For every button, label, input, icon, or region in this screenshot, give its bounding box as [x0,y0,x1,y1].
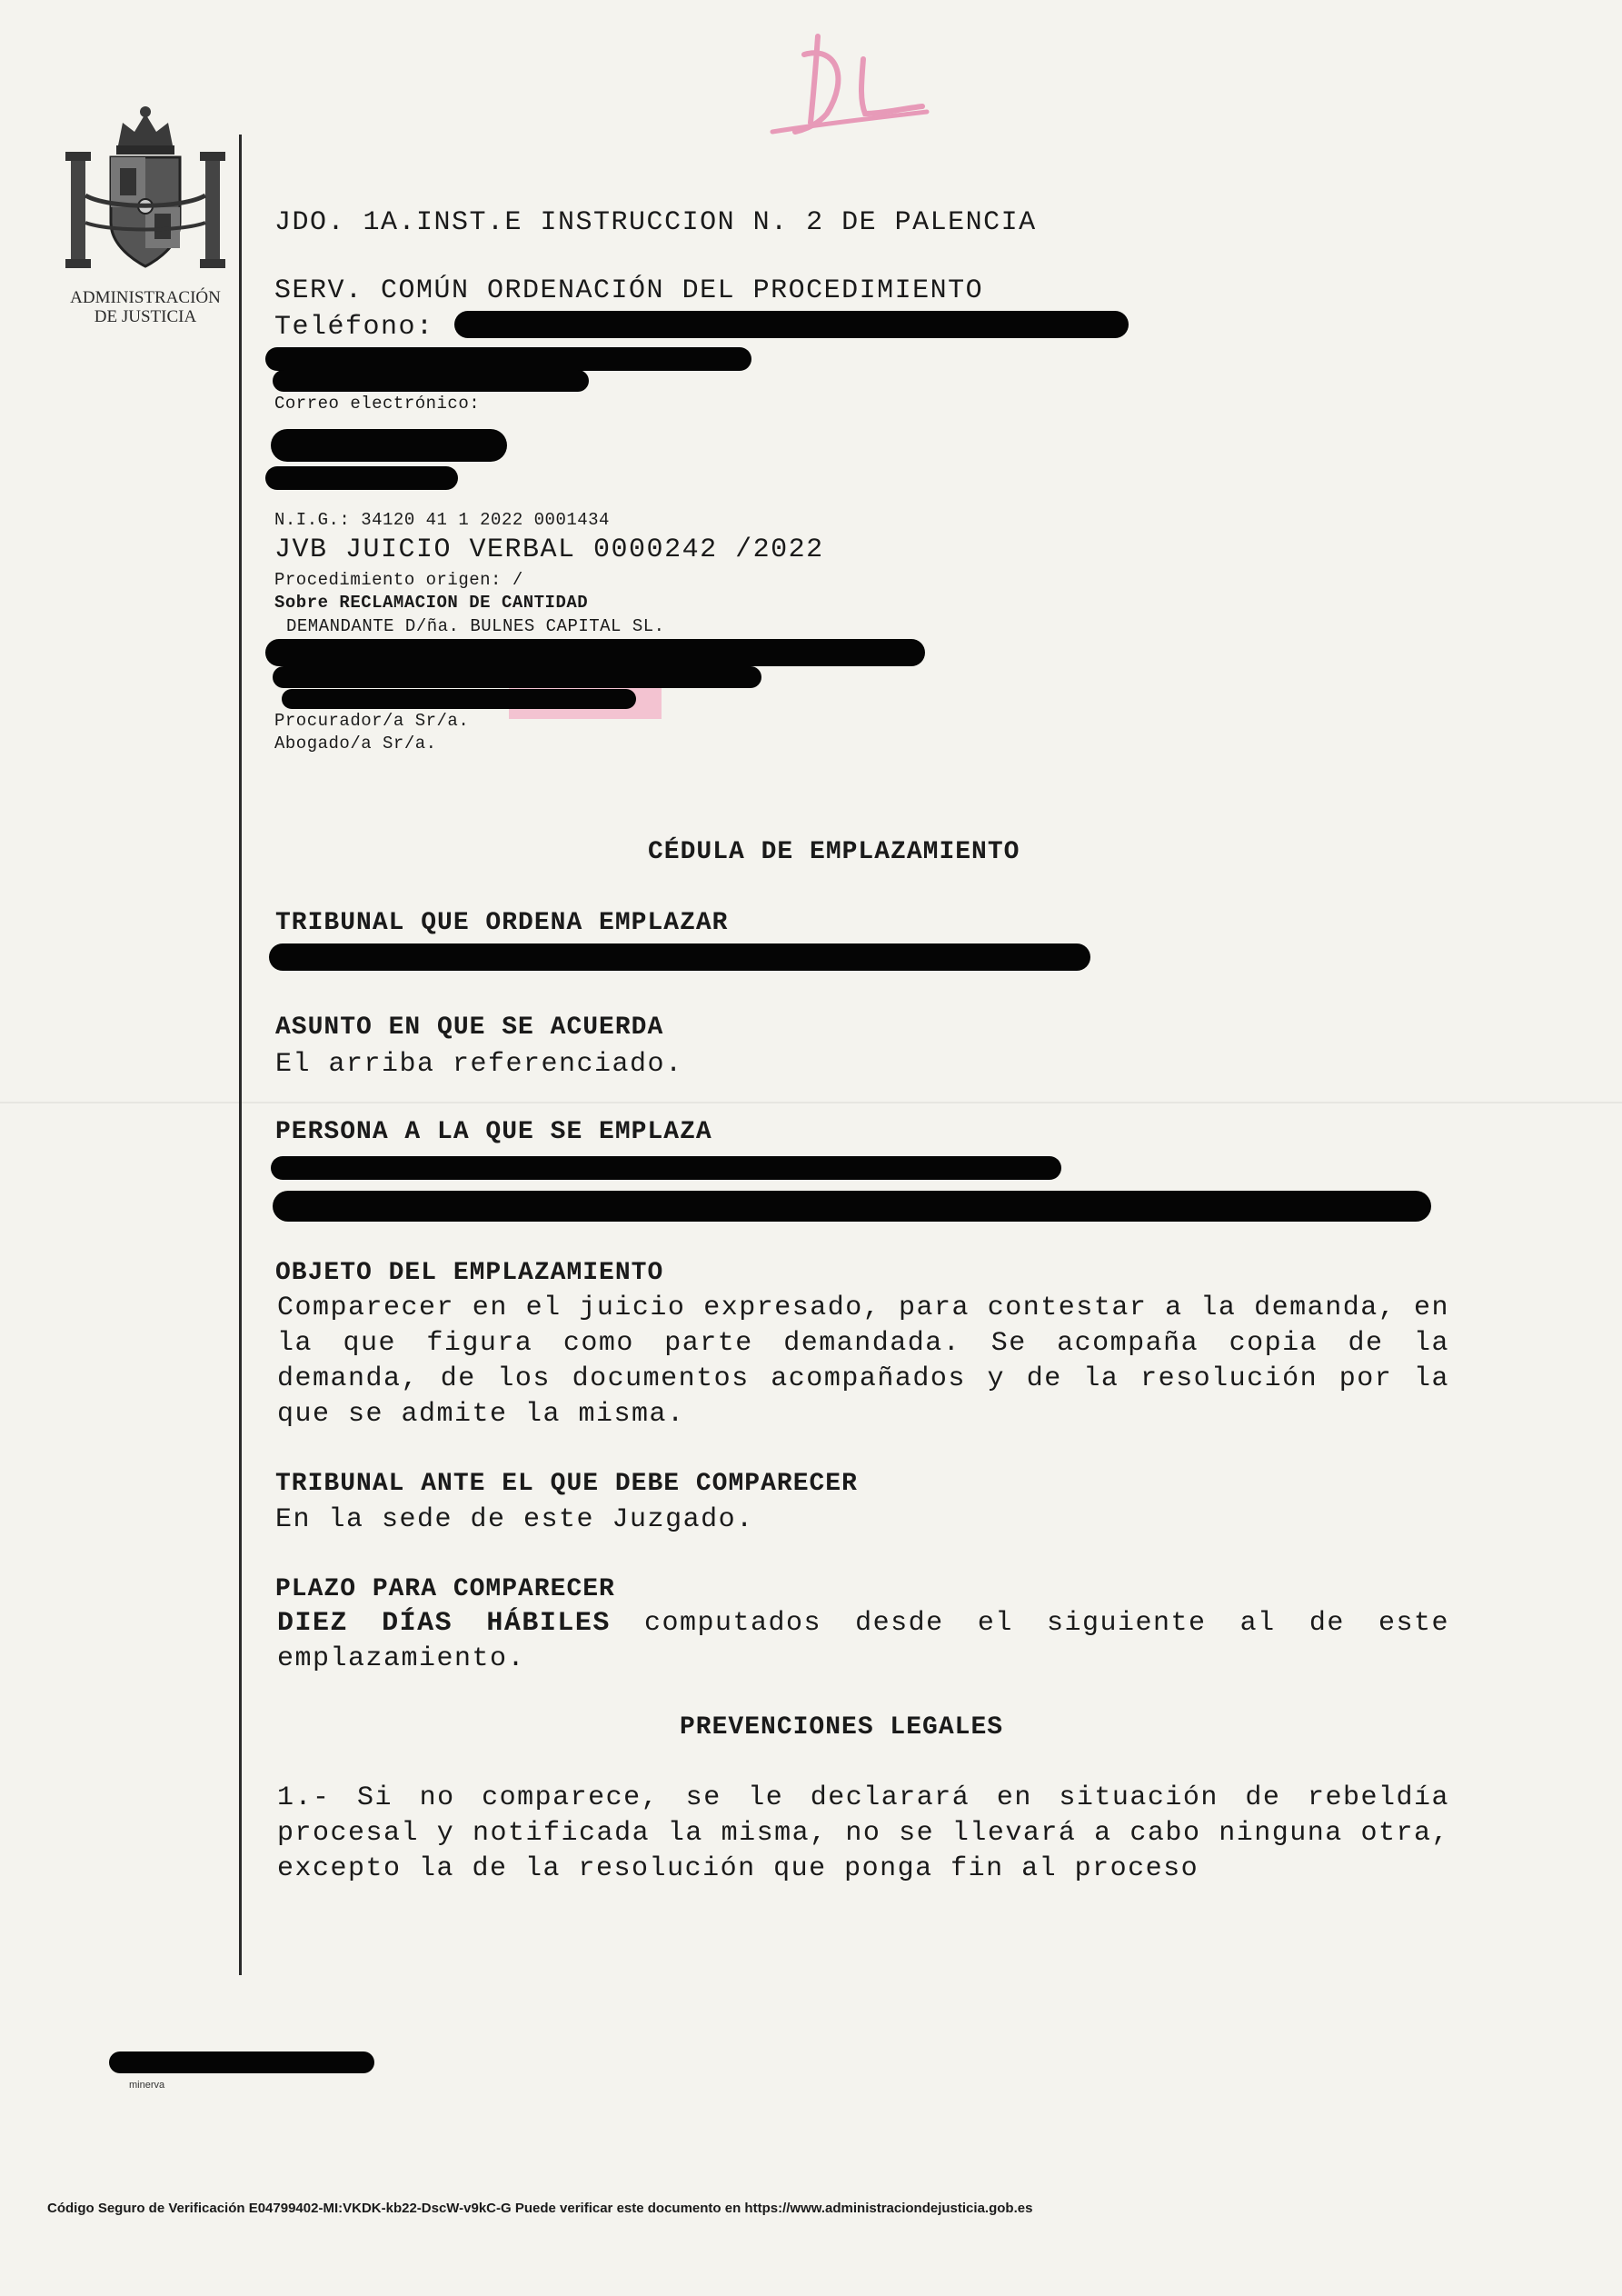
plaintiff: DEMANDANTE D/ña. BULNES CAPITAL SL. [286,616,665,636]
section-heading-tribunal-comparecer: TRIBUNAL ANTE EL QUE DEBE COMPARECER [275,1470,858,1498]
section-text-asunto: El arriba referenciado. [275,1049,683,1080]
abogado-label: Abogado/a Sr/a. [274,734,437,754]
phone-label: Teléfono: [274,312,434,343]
section-text-plazo [277,1606,1449,1677]
emblem-text-line1: ADMINISTRACIÓN [70,288,221,307]
prevencion-1-text: 1.- Si no comparece, se le declarará en situación de rebeldía procesal y notificada la misma, no se llevará a cabo ninguna otra, excepto la de la resolución que ponga fin al proceso [277,1782,1449,1884]
case-subject: Sobre RECLAMACION DE CANTIDAD [274,593,589,613]
paper-fold [0,1102,1622,1103]
plazo-text: computados desde el siguiente al de este emplazamiento. [277,1608,1449,1674]
plazo-bold-lead: DIEZ DÍAS HÁBILES [277,1608,611,1639]
verification-code: Código Seguro de Verificación E04799402-MI:VKDK-kb22-DscW-v9kC-G Puede verificar este documento en https://www.administraciondejusticia.gob.es [47,2201,1033,2216]
redaction-plaintiff-address-3 [282,689,636,709]
redaction-email-2 [265,466,458,490]
procurador-label: Procurador/a Sr/a. [274,711,470,731]
redaction-phone [454,311,1129,338]
nig-number: N.I.G.: 34120 41 1 2022 0001434 [274,510,610,530]
redaction-fax [265,347,751,371]
section-text-objeto: Comparecer en el juicio expresado, para contestar a la demanda, en la que figura como parte demandada. Se acompaña copia de la demanda, de los documentos acompañados y de la resolución por la que se admite la misma. [277,1293,1449,1430]
section-text-tribunal-comparecer: En la sede de este Juzgado. [275,1504,754,1535]
section-heading-asunto: ASUNTO EN QUE SE ACUERDA [275,1013,664,1042]
section-heading-persona: PERSONA A LA QUE SE EMPLAZA [275,1118,712,1146]
redaction-persona [271,1156,1061,1180]
section-heading-tribunal-ordena: TRIBUNAL QUE ORDENA EMPLAZAR [275,909,729,937]
redaction-fax-2 [273,370,589,392]
service-name: SERV. COMÚN ORDENACIÓN DEL PROCEDIMIENTO [274,275,984,306]
justice-emblem [55,105,236,326]
section-heading-objeto: OBJETO DEL EMPLAZAMIENTO [275,1259,664,1287]
redaction-email [271,429,507,462]
prevenciones-title: PREVENCIONES LEGALES [680,1713,1004,1742]
redaction-footer [109,2051,374,2073]
redaction-plaintiff-address-2 [273,666,761,688]
procedure-origin: Procedimiento origen: / [274,570,523,590]
email-label: Correo electrónico: [274,394,481,414]
document-title: CÉDULA DE EMPLAZAMIENTO [648,838,1020,866]
minerva-label: minerva [129,2080,165,2091]
emblem-text-line2: DE JUSTICIA [94,307,197,326]
margin-line [239,135,242,1975]
case-number: JVB JUICIO VERBAL 0000242 /2022 [274,534,824,565]
handwritten-initials [763,23,936,141]
court-name: JDO. 1A.INST.E INSTRUCCION N. 2 DE PALENCIA [274,207,1037,238]
redaction-plaintiff-address [265,639,925,666]
coat-of-arms-icon [55,105,236,282]
section-heading-plazo: PLAZO PARA COMPARECER [275,1575,615,1603]
redaction-domicilio [273,1191,1431,1222]
redaction-tribunal [269,943,1090,971]
